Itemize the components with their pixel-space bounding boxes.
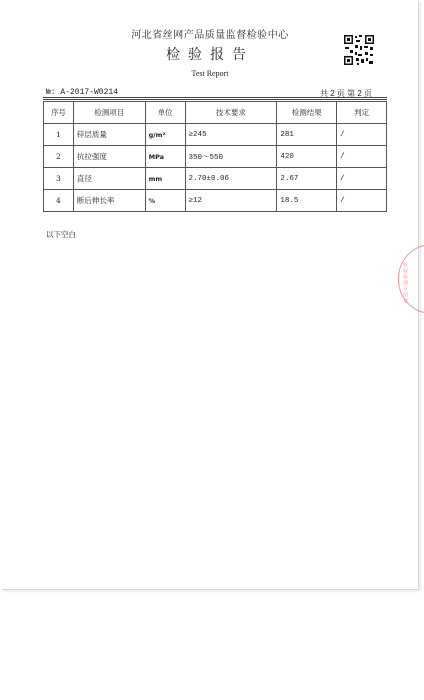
end-note: 以下空白: [46, 230, 76, 239]
cell-no: 2: [44, 146, 74, 168]
cell-no: 3: [44, 168, 74, 190]
header-unit: 单位: [145, 102, 185, 124]
cell-judgment: /: [337, 168, 387, 190]
cell-no: 4: [44, 190, 74, 212]
cell-requirement: ≥245: [185, 124, 277, 146]
header-requirement: 技术要求: [185, 102, 277, 124]
cell-requirement: 350～550: [185, 146, 277, 168]
cell-item: 抗拉强度: [73, 146, 145, 168]
report-page: [2, 1, 419, 590]
header-judgment: 判定: [337, 102, 387, 124]
report-subtitle: Test Report: [191, 69, 229, 78]
organization-name: 河北省丝网产品质量监督检验中心: [131, 30, 289, 41]
header-rule-thin: [43, 99, 387, 100]
qr-code-icon: [343, 34, 375, 66]
cell-requirement: ≥12: [185, 190, 277, 212]
table-row: [44, 124, 387, 146]
cell-item: 断后伸长率: [73, 190, 145, 212]
cell-unit: MPa: [145, 146, 185, 168]
header-rule: [43, 97, 387, 98]
cell-result: 281: [277, 124, 337, 146]
stamp-text: 检验检测专用章: [402, 262, 408, 304]
cell-judgment: /: [337, 190, 387, 212]
report-title: 检验报告: [166, 47, 254, 63]
cell-no: 1: [44, 124, 74, 146]
header-no: 序号: [44, 102, 74, 124]
cell-unit: mm: [145, 168, 185, 190]
cell-unit: %: [145, 190, 185, 212]
cell-unit: g/m²: [145, 124, 185, 146]
table-row: [44, 190, 387, 212]
cell-result: 2.67: [277, 168, 337, 190]
cell-result: 420: [277, 146, 337, 168]
cell-judgment: /: [337, 146, 387, 168]
cell-item: 锌层质量: [73, 124, 145, 146]
table-row: [44, 146, 387, 168]
page-indicator: 共 2 页 第 2 页: [320, 89, 373, 98]
table-row: [44, 168, 387, 190]
report-number: №: A-2017-W0214: [46, 88, 119, 97]
header-result: 检测结果: [277, 102, 337, 124]
table-header-row: [44, 102, 387, 124]
cell-result: 18.5: [277, 190, 337, 212]
cell-requirement: 2.70±0.06: [185, 168, 277, 190]
results-table: [43, 101, 387, 212]
header-item: 检测项目: [73, 102, 145, 124]
cell-item: 直径: [73, 168, 145, 190]
cell-judgment: /: [337, 124, 387, 146]
